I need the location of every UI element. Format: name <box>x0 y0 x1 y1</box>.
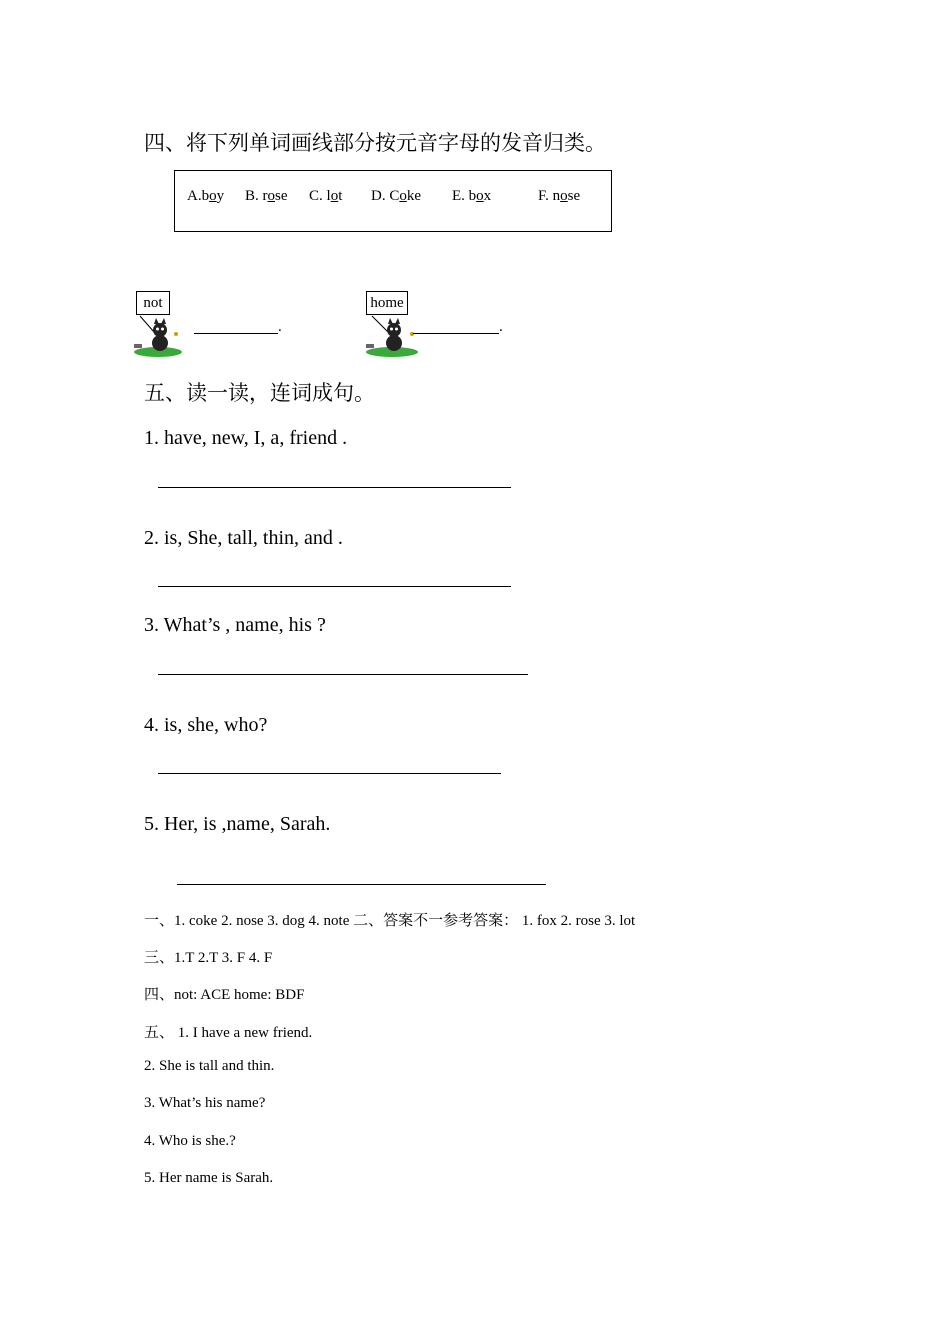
answer-line-5[interactable] <box>177 884 546 885</box>
sign-home: home <box>366 291 408 315</box>
question-3: 3. What’s , name, his ? <box>144 614 326 636</box>
answer-key-line: 4. Who is she.? <box>144 1133 236 1149</box>
answer-key-line: 三、1.T 2.T 3. F 4. F <box>144 950 273 966</box>
answer-line-home[interactable] <box>413 333 499 334</box>
cat-mascot-icon <box>358 312 422 358</box>
answer-key-line: 四、not: ACE home: BDF <box>144 987 305 1003</box>
section-5-title: 五、读一读，连词成句。 <box>144 381 375 405</box>
question-1: 1. have, new, I, a, friend . <box>144 427 348 449</box>
section-4-title: 四、将下列单词画线部分按元音字母的发音归类。 <box>144 131 606 155</box>
answer-line-2[interactable] <box>158 586 511 587</box>
line-end-dot: . <box>278 319 282 335</box>
cat-mascot-icon <box>128 312 184 358</box>
question-4: 4. is, she, who? <box>144 714 268 736</box>
options-box <box>174 170 612 232</box>
answer-key-line: 五、 1. I have a new friend. <box>144 1025 313 1041</box>
answer-key-line: 5. Her name is Sarah. <box>144 1170 274 1186</box>
option-f: F. nose <box>538 188 581 204</box>
line-end-dot: . <box>499 319 503 335</box>
answer-key-line: 3. What’s his name? <box>144 1095 266 1111</box>
answer-line-4[interactable] <box>158 773 501 774</box>
option-e: E. box <box>452 188 492 204</box>
question-5: 5. Her, is ,name, Sarah. <box>144 813 331 835</box>
option-a: A.boy <box>187 188 225 204</box>
option-c: C. lot <box>309 188 343 204</box>
question-2: 2. is, She, tall, thin, and . <box>144 527 343 549</box>
option-d: D. Coke <box>371 188 422 204</box>
sign-not: not <box>136 291 170 315</box>
answer-line-1[interactable] <box>158 487 511 488</box>
option-b: B. rose <box>245 188 288 204</box>
answer-key-line: 一、1. coke 2. nose 3. dog 4. note 二、答案不一参考答案： 1. fox 2. rose 3. lot <box>144 913 636 929</box>
answer-key-line: 2. She is tall and thin. <box>144 1058 275 1074</box>
answer-line-not[interactable] <box>194 333 278 334</box>
answer-line-3[interactable] <box>158 674 528 675</box>
